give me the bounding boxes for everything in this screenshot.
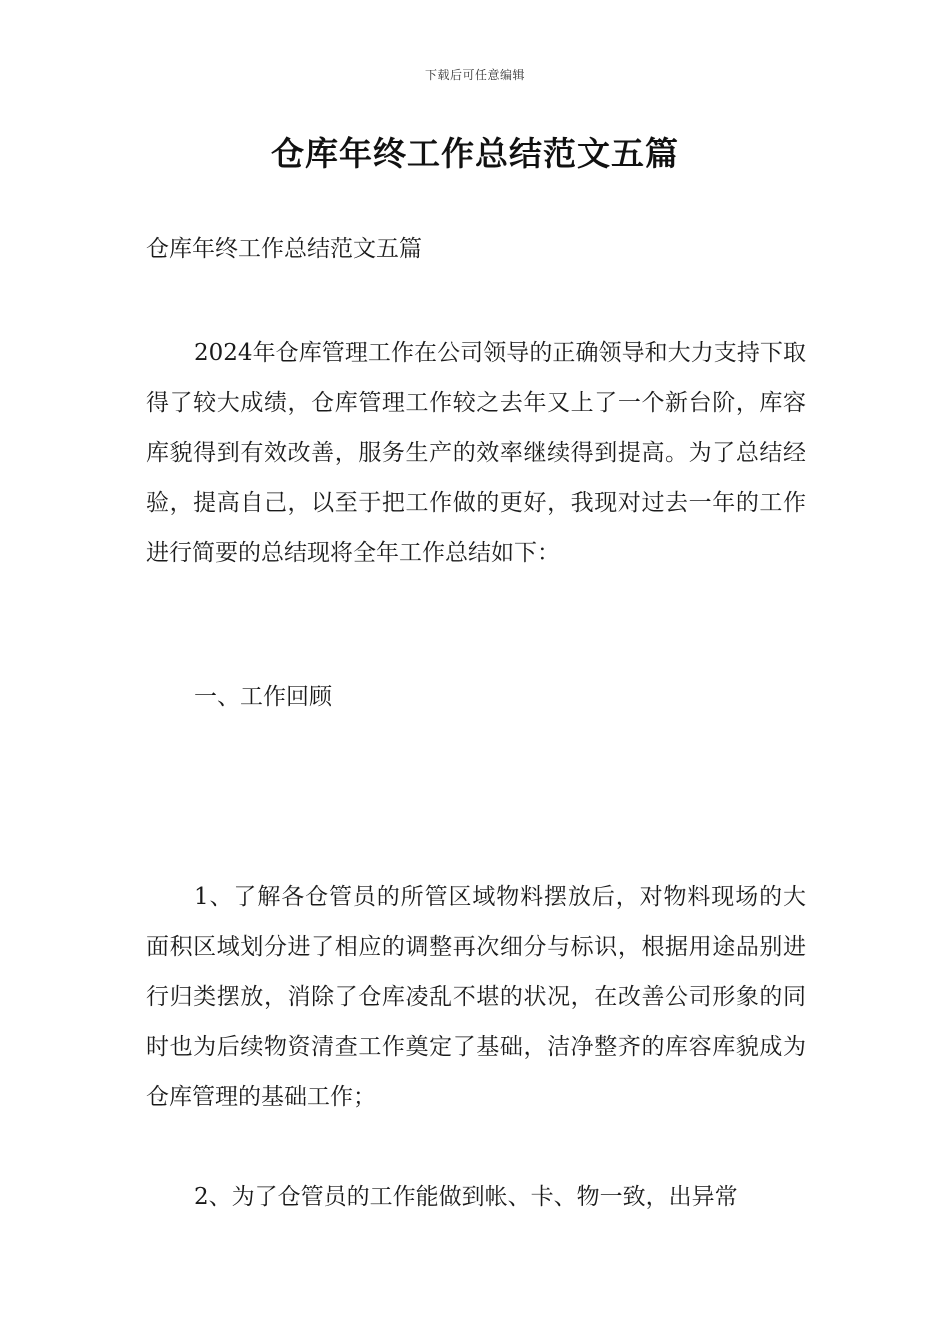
header-note: 下载后可任意编辑 [424,68,525,82]
document-title: 仓库年终工作总结范文五篇 [271,134,679,173]
document-subtitle: 仓库年终工作总结范文五篇 [146,236,422,262]
intro-paragraph: 2024年仓库管理工作在公司领导的正确领导和大力支持下取得了较大成绩，仓库管理工作较之去年又上了一个新台阶，库容库貌得到有效改善，服务生产的效率继续得到提高。为了总结经验，提高自己，以至于把工作做的更好，我现对过去一年的工作进行简要的总结现将全年工作总结如下： [146,340,806,566]
list-item-2-paragraph: 2、为了仓管员的工作能做到帐、卡、物一致，出异常 [194,1184,738,1210]
list-item-1-paragraph: 1、了解各仓管员的所管区域物料摆放后，对物料现场的大面积区域划分进了相应的调整再次细分与标识，根据用途品别进行归类摆放，消除了仓库凌乱不堪的状况，在改善公司形象的同时也为后续物资清查工作奠定了基础，洁净整齐的库容库貌成为仓库管理的基础工作； [146,884,806,1110]
section-heading-work-review: 一、工作回顾 [194,684,332,710]
